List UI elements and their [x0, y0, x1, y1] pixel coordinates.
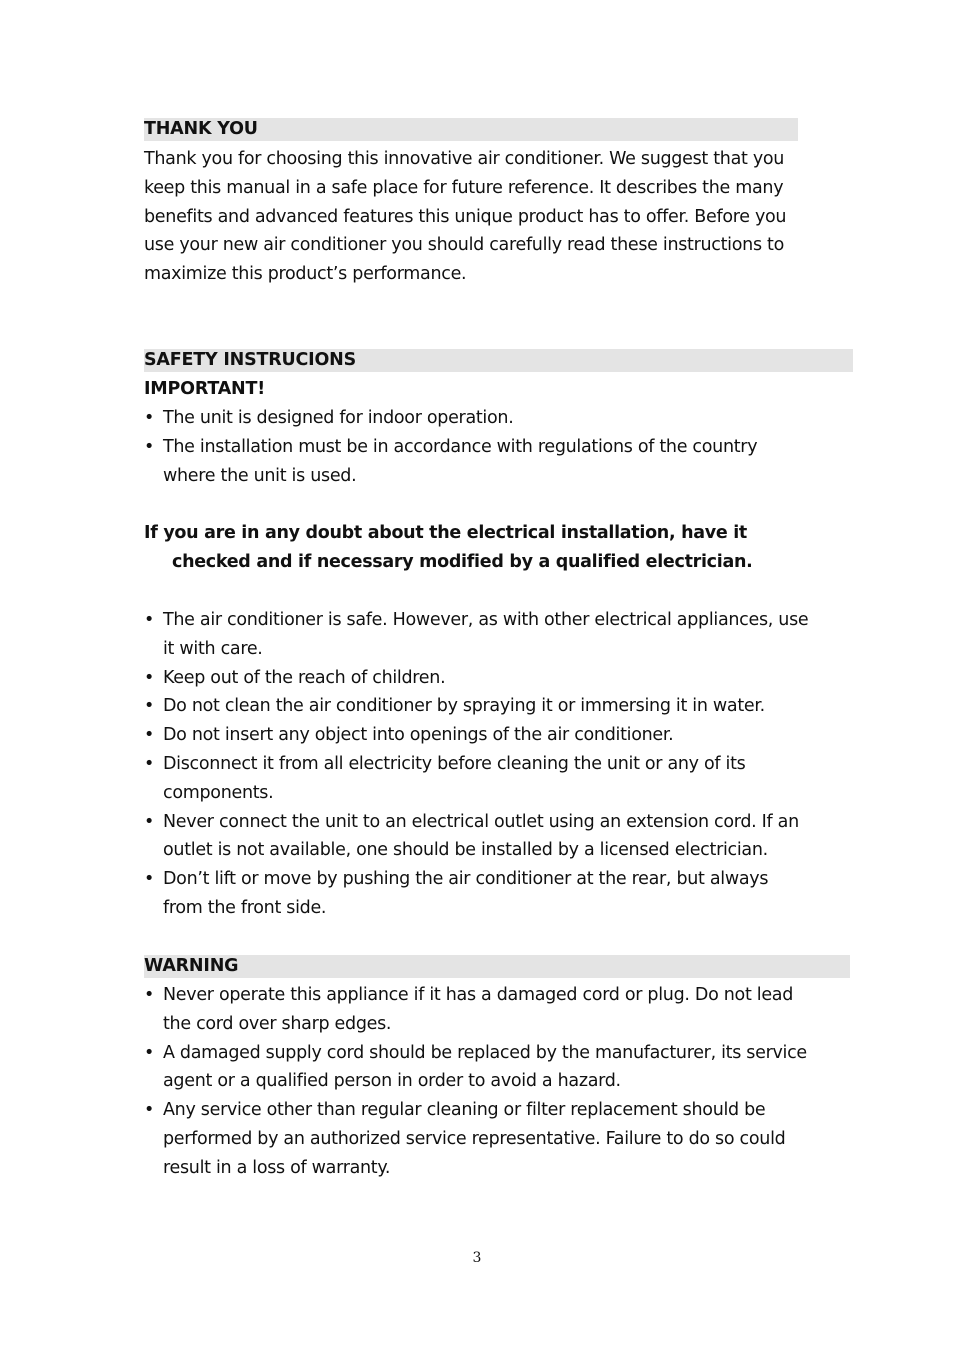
thank-you-paragraph — [144, 145, 804, 289]
list-item-line: Never connect the unit to an electrical outlet using an extension cord. If an — [163, 811, 799, 832]
list-item — [144, 808, 824, 866]
bullet-icon: • — [144, 610, 155, 630]
list-item-line: Do not insert any object into openings of the air conditioner. — [163, 725, 674, 746]
bullet-icon: • — [144, 667, 155, 688]
list-item-line: where the unit is used. — [163, 465, 357, 486]
bullet-icon: • — [144, 725, 155, 746]
bullet-icon: • — [144, 985, 155, 1005]
list-item-line: agent or a qualified person in order to avoid a hazard. — [163, 1071, 621, 1092]
bullet-icon: • — [144, 753, 155, 774]
warning-heading-band — [144, 955, 850, 978]
bullet-icon: • — [144, 1042, 155, 1063]
bullet-icon: • — [144, 436, 155, 457]
important-label: IMPORTANT! — [144, 379, 266, 399]
list-item-line: result in a loss of warranty. — [163, 1157, 391, 1178]
list-item-line: Never operate this appliance if it has a damaged cord or plug. Do not lead — [163, 985, 794, 1005]
notice-line: checked and if necessary modified by a qualified electrician. — [172, 552, 753, 572]
list-item-line: from the front side. — [163, 897, 327, 918]
list-item-line: Disconnect it from all electricity before cleaning the unit or any of its — [163, 753, 746, 774]
list-item-line: outlet is not available, one should be installed by a licensed electrician. — [163, 840, 768, 861]
bullet-icon: • — [144, 1100, 155, 1121]
list-item-line: The installation must be in accordance with regulations of the country — [163, 436, 758, 457]
paragraph-line: Thank you for choosing this innovative air conditioner. We suggest that you — [144, 149, 785, 169]
list-item-line: Keep out of the reach of children. — [163, 667, 446, 688]
list-item-line: Don’t lift or move by pushing the air conditioner at the rear, but always — [163, 869, 769, 890]
list-item — [144, 433, 824, 491]
list-item — [144, 606, 824, 664]
list-item — [144, 692, 824, 721]
list-item-line: the cord over sharp edges. — [163, 1013, 392, 1034]
paragraph-line: keep this manual in a safe place for future reference. It describes the many — [144, 177, 784, 198]
list-item — [144, 865, 824, 923]
safety-heading: SAFETY INSTRUCIONS — [144, 350, 357, 370]
paragraph-line: benefits and advanced features this unique product has to offer. Before you — [144, 206, 787, 227]
bullet-icon: • — [144, 869, 155, 890]
list-item-line: The air conditioner is safe. However, as with other electrical appliances, use — [163, 610, 809, 630]
page-number: 3 — [472, 1250, 482, 1266]
bullet-icon: • — [144, 811, 155, 832]
list-item — [144, 1039, 824, 1097]
safety-list — [144, 606, 824, 923]
list-item-line: Any service other than regular cleaning or filter replacement should be — [163, 1100, 766, 1121]
thank-you-heading: THANK YOU — [144, 119, 258, 139]
list-item-line: components. — [163, 782, 274, 803]
list-item — [144, 1096, 824, 1182]
warning-list — [144, 981, 824, 1183]
list-item — [144, 981, 824, 1039]
paragraph-line: use your new air conditioner you should carefully read these instructions to — [144, 235, 784, 256]
list-item — [144, 721, 824, 750]
electrical-notice — [144, 519, 844, 577]
safety-intro-list — [144, 404, 824, 490]
list-item-line: performed by an authorized service representative. Failure to do so could — [163, 1128, 786, 1149]
list-item — [144, 750, 824, 808]
list-item — [144, 664, 824, 693]
list-item-line: it with care. — [163, 638, 263, 659]
bullet-icon: • — [144, 696, 155, 717]
list-item-line: A damaged supply cord should be replaced by the manufacturer, its service — [163, 1042, 807, 1063]
warning-heading: WARNING — [144, 956, 239, 976]
list-item-line: The unit is designed for indoor operation. — [163, 408, 514, 428]
list-item-line: Do not clean the air conditioner by spraying it or immersing it in water. — [163, 696, 765, 717]
paragraph-line: maximize this product’s performance. — [144, 264, 467, 285]
list-item — [144, 404, 824, 433]
bullet-icon: • — [144, 408, 155, 428]
notice-line: If you are in any doubt about the electrical installation, have it — [144, 523, 747, 543]
